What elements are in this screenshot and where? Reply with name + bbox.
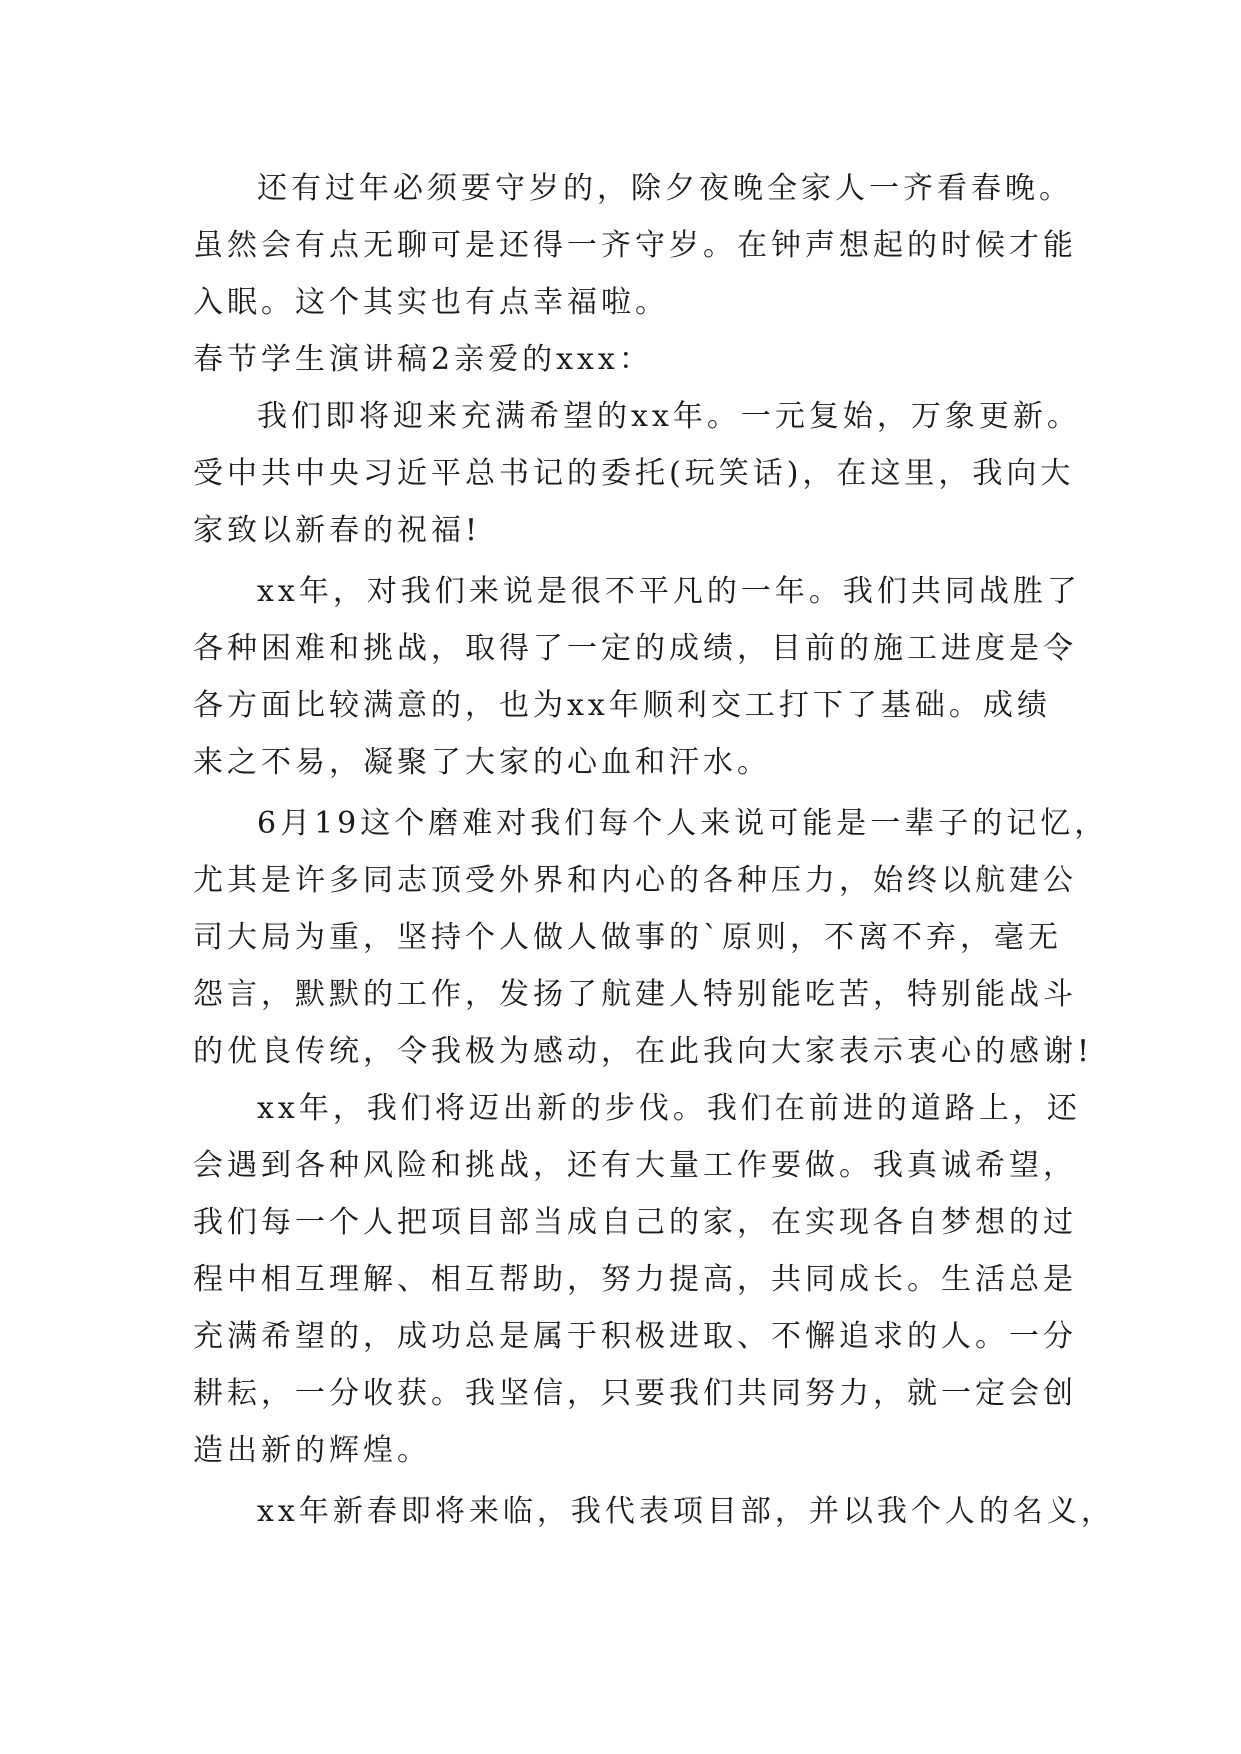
- text-line: 耕耘，一分收获。我坚信，只要我们共同努力，就一定会创: [193, 1376, 1077, 1411]
- paragraph-shousui: [193, 160, 1077, 331]
- paragraph-review: [193, 563, 1081, 791]
- text-line: 程中相互理解、相互帮助，努力提高，共同成长。生活总是: [193, 1262, 1077, 1297]
- text-line: xx年，我们将迈出新的步伐。我们在前进的道路上，还: [257, 1091, 1081, 1126]
- text-line: 入眠。这个其实也有点幸福啦。: [193, 285, 669, 320]
- text-line: 还有过年必须要守岁的，除夕夜晚全家人一齐看春晚。: [257, 171, 1073, 206]
- paragraph-new-steps: [193, 1080, 1081, 1479]
- text-line: 我们每一个人把项目部当成自己的家，在实现各自梦想的过: [193, 1205, 1077, 1240]
- paragraph-new-year: [193, 1483, 1115, 1540]
- text-line: 各种困难和挑战，取得了一定的成绩，目前的施工进度是令: [193, 631, 1077, 666]
- text-line: 虽然会有点无聊可是还得一齐守岁。在钟声想起的时候才能: [193, 228, 1077, 263]
- text-line: 我们即将迎来充满希望的xx年。一元复始，万象更新。: [257, 399, 1081, 434]
- paragraph-greeting: [193, 388, 1081, 559]
- text-line: xx年，对我们来说是很不平凡的一年。我们共同战胜了: [257, 574, 1081, 609]
- text-line: 各方面比较满意的，也为xx年顺利交工打下了基础。成绩: [193, 688, 1051, 723]
- heading-line: 春节学生演讲稿2亲爱的xxx：: [193, 342, 653, 377]
- section-heading: [193, 331, 1073, 388]
- text-line: 来之不易，凝聚了大家的心血和汗水。: [193, 745, 771, 780]
- text-line: 6月19这个磨难对我们每个人来说可能是一辈子的记忆，: [257, 806, 1109, 841]
- paragraph-june19: [193, 795, 1109, 1080]
- document-body: [193, 160, 1115, 1540]
- text-line: 家致以新春的祝福!: [193, 513, 482, 548]
- text-line: 会遇到各种风险和挑战，还有大量工作要做。我真诚希望，: [193, 1148, 1077, 1183]
- text-line: 司大局为重，坚持个人做人做事的`原则，不离不弃，毫无: [193, 920, 1062, 955]
- text-line: 充满希望的，成功总是属于积极进取、不懈追求的人。一分: [193, 1319, 1077, 1354]
- text-line: 受中共中央习近平总书记的委托(玩笑话)，在这里，我向大: [193, 456, 1075, 491]
- text-line: 尤其是许多同志顶受外界和内心的各种压力，始终以航建公: [193, 863, 1077, 898]
- text-line: xx年新春即将来临，我代表项目部，并以我个人的名义，: [257, 1494, 1115, 1529]
- text-line: 怨言，默默的工作，发扬了航建人特别能吃苦，特别能战斗: [193, 977, 1077, 1012]
- text-line: 的优良传统，令我极为感动，在此我向大家表示衷心的感谢!: [193, 1034, 1094, 1069]
- text-line: 造出新的辉煌。: [193, 1433, 431, 1468]
